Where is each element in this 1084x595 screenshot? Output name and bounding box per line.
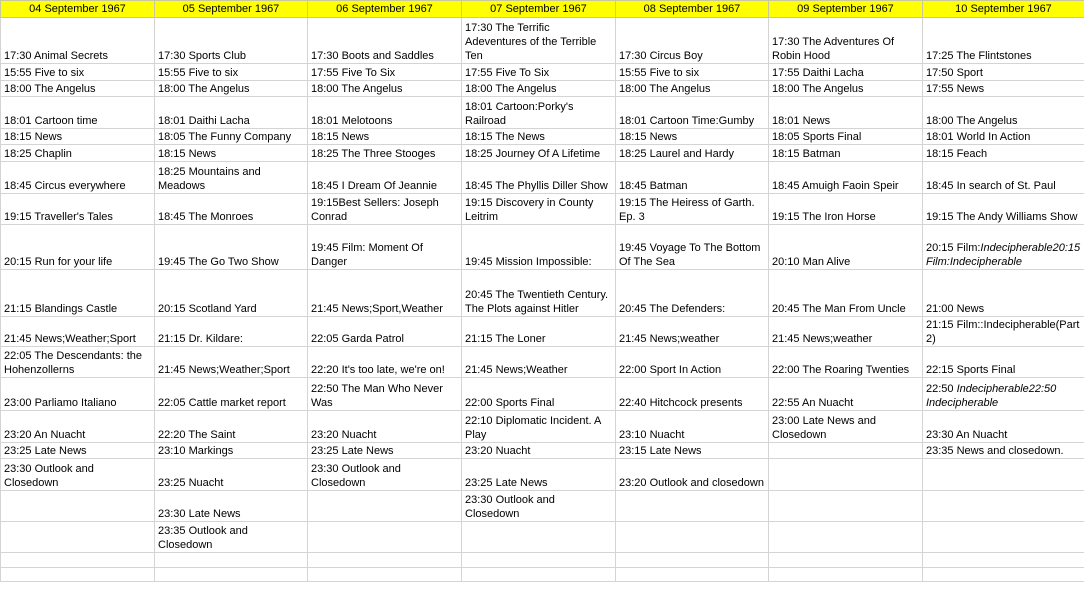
schedule-cell[interactable]: 18:05 The Funny Company xyxy=(155,129,308,145)
table-row xyxy=(1,347,1084,378)
schedule-cell[interactable]: 19:15 The Heiress of Garth. Ep. 3 xyxy=(616,194,769,225)
schedule-cell[interactable]: 19:15 Discovery in County Leitrim xyxy=(462,194,616,225)
schedule-cell[interactable]: 18:01 News xyxy=(769,97,923,129)
schedule-cell[interactable]: 22:00 Sport In Action xyxy=(616,347,769,378)
schedule-cell[interactable]: 18:00 The Angelus xyxy=(923,97,1084,129)
schedule-cell[interactable] xyxy=(308,553,462,568)
schedule-cell[interactable]: 18:15 News xyxy=(155,145,308,162)
schedule-cell[interactable] xyxy=(769,553,923,568)
schedule-cell[interactable]: 22:55 An Nuacht xyxy=(769,378,923,411)
schedule-cell[interactable]: 22:00 The Roaring Twenties xyxy=(769,347,923,378)
schedule-cell[interactable]: 17:55 Daithi Lacha xyxy=(769,64,923,81)
date-header[interactable]: 05 September 1967 xyxy=(155,1,308,18)
cell-text: Indecipherable(Part 2) xyxy=(926,319,1080,345)
schedule-cell[interactable] xyxy=(923,225,1084,270)
schedule-cell[interactable]: 21:15 Blandings Castle xyxy=(1,270,155,317)
schedule-cell[interactable]: 19:45 Voyage To The Bottom Of The Sea xyxy=(616,225,769,270)
schedule-cell[interactable]: 22:50 The Man Who Never Was xyxy=(308,378,462,411)
schedule-cell[interactable]: 23:20 Nuacht xyxy=(308,411,462,443)
schedule-cell[interactable] xyxy=(769,443,923,459)
schedule-cell[interactable]: 18:25 The Three Stooges xyxy=(308,145,462,162)
schedule-cell[interactable]: 21:45 News;weather xyxy=(616,317,769,347)
table-row xyxy=(1,568,1084,582)
schedule-cell[interactable]: 18:01 Cartoon:Porky's Railroad xyxy=(462,97,616,129)
schedule-cell[interactable] xyxy=(155,553,308,568)
schedule-cell[interactable]: 18:25 Mountains and Meadows xyxy=(155,162,308,194)
schedule-cell[interactable] xyxy=(923,378,1084,411)
schedule-cell[interactable]: 18:01 Melotoons xyxy=(308,97,462,129)
schedule-cell[interactable] xyxy=(769,522,923,553)
schedule-cell[interactable]: 20:45 The Twentieth Century. The Plots against Hitler xyxy=(462,270,616,317)
table-row xyxy=(1,491,1084,522)
schedule-cell[interactable]: 21:45 News;Sport,Weather xyxy=(308,270,462,317)
schedule-cell[interactable] xyxy=(1,553,155,568)
schedule-cell[interactable]: 18:45 The Monroes xyxy=(155,194,308,225)
schedule-cell[interactable] xyxy=(308,522,462,553)
schedule-cell[interactable] xyxy=(308,568,462,582)
header-row xyxy=(1,1,1084,18)
schedule-cell[interactable]: 22:05 Garda Patrol xyxy=(308,317,462,347)
schedule-cell[interactable]: 21:15 Dr. Kildare: xyxy=(155,317,308,347)
schedule-cell[interactable]: 18:45 Circus everywhere xyxy=(1,162,155,194)
table-row xyxy=(1,270,1084,317)
table-row xyxy=(1,459,1084,491)
date-header[interactable]: 04 September 1967 xyxy=(1,1,155,18)
table-row xyxy=(1,225,1084,270)
schedule-cell[interactable]: 18:45 Batman xyxy=(616,162,769,194)
cell-text: 20:15 Film: xyxy=(926,242,981,254)
table-row xyxy=(1,443,1084,459)
schedule-cell[interactable]: 23:00 Late News and Closedown xyxy=(769,411,923,443)
date-header[interactable]: 10 September 1967 xyxy=(923,1,1084,18)
schedule-cell[interactable]: 23:30 Late News xyxy=(155,491,308,522)
schedule-cell[interactable]: 18:05 Sports Final xyxy=(769,129,923,145)
schedule-cell[interactable]: 17:55 Five To Six xyxy=(462,64,616,81)
schedule-cell[interactable] xyxy=(1,491,155,522)
schedule-cell[interactable]: 22:15 Sports Final xyxy=(923,347,1084,378)
schedule-cell[interactable]: 18:45 Amuigh Faoin Speir xyxy=(769,162,923,194)
schedule-cell[interactable]: 22:00 Sports Final xyxy=(462,378,616,411)
schedule-cell[interactable]: 18:25 Journey Of A Lifetime xyxy=(462,145,616,162)
schedule-cell[interactable]: 18:15 News xyxy=(1,129,155,145)
schedule-cell[interactable]: 17:25 The Flintstones xyxy=(923,18,1084,64)
schedule-cell[interactable]: 18:45 In search of St. Paul xyxy=(923,162,1084,194)
schedule-cell[interactable]: 23:30 Outlook and Closedown xyxy=(308,459,462,491)
date-header[interactable]: 08 September 1967 xyxy=(616,1,769,18)
schedule-cell[interactable]: 23:35 Outlook and Closedown xyxy=(155,522,308,553)
date-header[interactable]: 09 September 1967 xyxy=(769,1,923,18)
schedule-cell[interactable]: 23:20 An Nuacht xyxy=(1,411,155,443)
cell-text: 22:50 xyxy=(926,383,957,395)
schedule-cell[interactable]: 19:45 The Go Two Show xyxy=(155,225,308,270)
schedule-cell[interactable]: 18:15 News xyxy=(616,129,769,145)
schedule-cell[interactable]: 18:00 The Angelus xyxy=(1,81,155,97)
schedule-cell[interactable] xyxy=(462,522,616,553)
date-header[interactable]: 07 September 1967 xyxy=(462,1,616,18)
schedule-cell[interactable] xyxy=(1,522,155,553)
table-row xyxy=(1,411,1084,443)
schedule-cell[interactable]: 23:20 Nuacht xyxy=(462,443,616,459)
schedule-cell[interactable]: 19:15 Traveller's Tales xyxy=(1,194,155,225)
table-row xyxy=(1,522,1084,553)
schedule-cell[interactable] xyxy=(616,553,769,568)
date-header[interactable]: 06 September 1967 xyxy=(308,1,462,18)
schedule-cell[interactable]: 23:30 Outlook and Closedown xyxy=(1,459,155,491)
schedule-cell[interactable]: 23:30 An Nuacht xyxy=(923,411,1084,443)
table-row xyxy=(1,317,1084,347)
schedule-cell[interactable]: 23:30 Outlook and Closedown xyxy=(462,491,616,522)
schedule-cell[interactable]: 18:00 The Angelus xyxy=(462,81,616,97)
schedule-cell[interactable] xyxy=(155,568,308,582)
schedule-cell[interactable] xyxy=(462,553,616,568)
schedule-cell[interactable] xyxy=(769,491,923,522)
schedule-cell[interactable]: 19:15 The Andy Williams Show xyxy=(923,194,1084,225)
schedule-cell[interactable]: 21:45 News;weather xyxy=(769,317,923,347)
table-row xyxy=(1,97,1084,129)
schedule-cell[interactable]: 17:55 Five To Six xyxy=(308,64,462,81)
schedule-cell[interactable] xyxy=(923,553,1084,568)
schedule-cell[interactable]: 22:20 It's too late, we're on! xyxy=(308,347,462,378)
schedule-cell[interactable]: 18:15 The News xyxy=(462,129,616,145)
schedule-cell[interactable]: 20:45 The Man From Uncle xyxy=(769,270,923,317)
schedule-cell[interactable]: 18:45 I Dream Of Jeannie xyxy=(308,162,462,194)
schedule-cell[interactable]: 18:01 Daithi Lacha xyxy=(155,97,308,129)
schedule-cell[interactable]: 17:30 Circus Boy xyxy=(616,18,769,64)
schedule-cell[interactable]: 21:45 News;Weather xyxy=(462,347,616,378)
schedule-cell[interactable]: 19:45 Mission Impossible: xyxy=(462,225,616,270)
schedule-cell[interactable] xyxy=(923,522,1084,553)
schedule-cell[interactable]: 15:55 Five to six xyxy=(155,64,308,81)
schedule-cell[interactable]: 17:30 The Terrific Adeventures of the Terrible Ten xyxy=(462,18,616,64)
schedule-cell[interactable]: 17:30 The Adventures Of Robin Hood xyxy=(769,18,923,64)
schedule-cell[interactable]: 23:10 Markings xyxy=(155,443,308,459)
schedule-cell[interactable]: 21:00 News xyxy=(923,270,1084,317)
schedule-cell[interactable]: 17:50 Sport xyxy=(923,64,1084,81)
schedule-cell[interactable]: 18:15 News xyxy=(308,129,462,145)
cell-text: 21:15 Film:: xyxy=(926,319,984,331)
schedule-cell[interactable]: 23:35 News and closedown. xyxy=(923,443,1084,459)
schedule-cell[interactable] xyxy=(616,491,769,522)
schedule-cell[interactable] xyxy=(1,568,155,582)
schedule-cell[interactable]: 22:05 Cattle market report xyxy=(155,378,308,411)
schedule-cell[interactable] xyxy=(769,459,923,491)
table-row xyxy=(1,18,1084,64)
schedule-cell[interactable]: 18:45 The Phyllis Diller Show xyxy=(462,162,616,194)
schedule-cell[interactable]: 17:30 Sports Club xyxy=(155,18,308,64)
schedule-cell[interactable]: 18:00 The Angelus xyxy=(769,81,923,97)
schedule-cell[interactable] xyxy=(462,568,616,582)
schedule-cell[interactable]: 23:25 Late News xyxy=(1,443,155,459)
schedule-cell[interactable]: 20:10 Man Alive xyxy=(769,225,923,270)
schedule-cell[interactable] xyxy=(616,568,769,582)
schedule-cell[interactable]: 15:55 Five to six xyxy=(1,64,155,81)
schedule-cell[interactable]: 23:25 Late News xyxy=(308,443,462,459)
schedule-cell[interactable]: 17:30 Animal Secrets xyxy=(1,18,155,64)
schedule-cell[interactable]: 21:45 News;Weather;Sport xyxy=(155,347,308,378)
schedule-cell[interactable]: 19:45 Film: Moment Of Danger xyxy=(308,225,462,270)
schedule-cell[interactable] xyxy=(616,522,769,553)
schedule-cell[interactable] xyxy=(769,568,923,582)
table-row xyxy=(1,553,1084,568)
schedule-cell[interactable]: 18:00 The Angelus xyxy=(308,81,462,97)
schedule-cell[interactable] xyxy=(923,317,1084,347)
schedule-cell[interactable]: 18:01 World In Action xyxy=(923,129,1084,145)
schedule-cell[interactable]: 18:01 Cartoon time xyxy=(1,97,155,129)
schedule-cell[interactable]: 18:00 The Angelus xyxy=(155,81,308,97)
schedule-cell[interactable] xyxy=(923,491,1084,522)
table-row xyxy=(1,129,1084,145)
schedule-cell[interactable]: 23:15 Late News xyxy=(616,443,769,459)
schedule-cell[interactable]: 22:10 Diplomatic Incident. A Play xyxy=(462,411,616,443)
schedule-cell[interactable]: 18:01 Cartoon Time:Gumby xyxy=(616,97,769,129)
table-row xyxy=(1,145,1084,162)
schedule-cell[interactable]: 17:55 News xyxy=(923,81,1084,97)
schedule-cell[interactable]: 18:15 Batman xyxy=(769,145,923,162)
schedule-cell[interactable]: 15:55 Five to six xyxy=(616,64,769,81)
schedule-cell[interactable]: 19:15Best Sellers: Joseph Conrad xyxy=(308,194,462,225)
schedule-cell[interactable]: 21:45 News;Weather;Sport xyxy=(1,317,155,347)
schedule-cell[interactable] xyxy=(308,491,462,522)
schedule-cell[interactable]: 18:25 Laurel and Hardy xyxy=(616,145,769,162)
table-row xyxy=(1,81,1084,97)
schedule-cell[interactable]: 23:25 Late News xyxy=(462,459,616,491)
table-row xyxy=(1,64,1084,81)
schedule-cell[interactable]: 20:15 Run for your life xyxy=(1,225,155,270)
schedule-cell[interactable]: 18:25 Chaplin xyxy=(1,145,155,162)
table-row xyxy=(1,194,1084,225)
schedule-cell[interactable]: 23:00 Parliamo Italiano xyxy=(1,378,155,411)
schedule-cell[interactable]: 22:40 Hitchcock presents xyxy=(616,378,769,411)
schedule-cell[interactable] xyxy=(923,459,1084,491)
schedule-cell[interactable] xyxy=(923,568,1084,582)
schedule-cell[interactable]: 22:20 The Saint xyxy=(155,411,308,443)
cell-italic-text: Indecipherable22:50 Indecipherable xyxy=(926,383,1057,409)
schedule-cell[interactable]: 23:25 Nuacht xyxy=(155,459,308,491)
table-row xyxy=(1,378,1084,411)
schedule-cell[interactable]: 22:05 The Descendants: the Hohenzollerns xyxy=(1,347,155,378)
cell-italic-text: Indecipherable20:15 Film:Indecipherable xyxy=(926,242,1081,268)
schedule-cell[interactable]: 20:15 Scotland Yard xyxy=(155,270,308,317)
schedule-cell[interactable]: 18:15 Feach xyxy=(923,145,1084,162)
schedule-cell[interactable]: 20:45 The Defenders: xyxy=(616,270,769,317)
schedule-cell[interactable]: 21:15 The Loner xyxy=(462,317,616,347)
table-row xyxy=(1,162,1084,194)
schedule-cell[interactable]: 17:30 Boots and Saddles xyxy=(308,18,462,64)
schedule-cell[interactable]: 23:20 Outlook and closedown xyxy=(616,459,769,491)
schedule-cell[interactable]: 18:00 The Angelus xyxy=(616,81,769,97)
schedule-cell[interactable]: 23:10 Nuacht xyxy=(616,411,769,443)
schedule-cell[interactable]: 19:15 The Iron Horse xyxy=(769,194,923,225)
